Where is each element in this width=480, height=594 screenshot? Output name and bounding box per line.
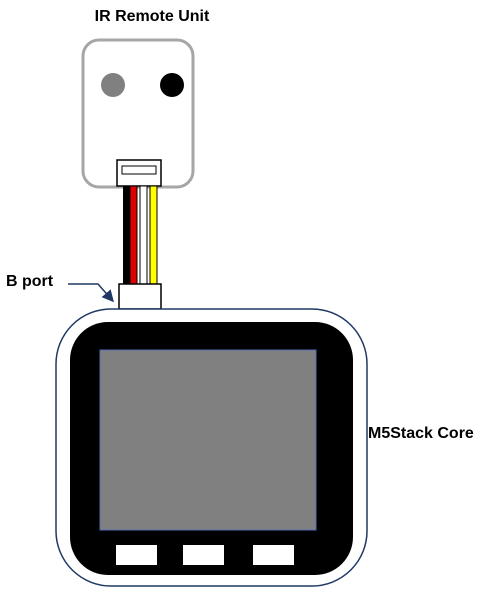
ir-receiver-led-icon [101, 73, 125, 97]
m5stack-core [56, 309, 367, 586]
cable-wire-red [130, 186, 137, 284]
core-screen [100, 350, 316, 530]
b-port-label: B port [6, 273, 54, 290]
core-button-a [116, 545, 157, 565]
core-button-c [253, 545, 294, 565]
ir-remote-unit-label: IR Remote Unit [94, 8, 210, 25]
cable-wire-white [140, 186, 147, 284]
pointer-arrow-icon [68, 284, 112, 300]
cable-wire-black [123, 186, 130, 284]
grove-cable [123, 186, 157, 284]
core-button-b [183, 545, 224, 565]
b-port-connector [119, 284, 161, 309]
m5stack-core-label: M5Stack Core [368, 425, 474, 442]
ir-transmitter-led-icon [160, 73, 184, 97]
ir-remote-unit [83, 40, 193, 187]
cable-wire-yellow [150, 186, 157, 284]
ir-unit-connector-inner [122, 166, 156, 174]
